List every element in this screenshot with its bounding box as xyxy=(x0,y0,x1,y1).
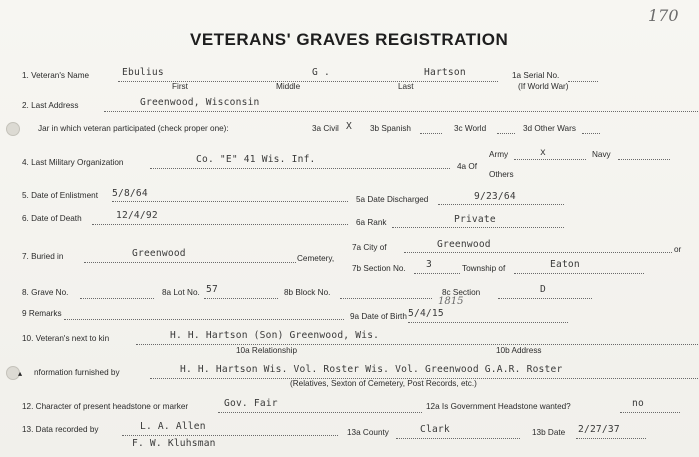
section-label: 8c Section xyxy=(442,288,481,297)
first-sublabel: First xyxy=(172,82,188,91)
grave-no-label: 8. Grave No. xyxy=(22,288,69,297)
military-org-value: Co. "E" 41 Wis. Inf. xyxy=(196,154,316,165)
township-label: Township of xyxy=(462,264,506,273)
record-date-label: 13b Date xyxy=(532,428,566,437)
headstone-label: 12. Character of present headstone or marker xyxy=(22,402,189,411)
buried-label: 7. Buried in xyxy=(22,252,64,261)
serial-label: 1a Serial No. xyxy=(512,71,560,80)
last-address-label: 2. Last Address xyxy=(22,101,79,110)
next-of-kin-label: 10. Veteran's next to kin xyxy=(22,334,110,343)
serial-note: (If World War) xyxy=(518,82,569,91)
section-no-label: 7b Section No. xyxy=(352,264,406,273)
form-title: VETERANS' GRAVES REGISTRATION xyxy=(190,30,509,49)
middle-sublabel: Middle xyxy=(276,82,301,91)
lot-label: 8a Lot No. xyxy=(162,288,200,297)
enlistment-value: 5/8/64 xyxy=(112,188,148,199)
remarks-label: 9 Remarks xyxy=(22,309,62,318)
discharged-value: 9/23/64 xyxy=(474,191,516,202)
section-value: D xyxy=(540,284,546,295)
veteran-name-label: 1. Veteran's Name xyxy=(22,71,90,80)
address-sublabel: 10b Address xyxy=(496,346,542,355)
second-recorder: F. W. Kluhsman xyxy=(132,438,216,449)
county-value: Clark xyxy=(420,424,450,435)
county-label: 13a County xyxy=(347,428,389,437)
last-name-value: Hartson xyxy=(424,67,466,78)
city-value: Greenwood xyxy=(437,239,491,250)
army-label: Army xyxy=(489,150,509,159)
township-value: Eaton xyxy=(550,259,580,270)
birth-label: 9a Date of Birth xyxy=(350,312,407,321)
navy-label: Navy xyxy=(592,150,611,159)
spanish-label: 3b Spanish xyxy=(370,124,411,133)
death-label: 6. Date of Death xyxy=(22,214,82,223)
enlistment-label: 5. Date of Enlistment xyxy=(22,191,98,200)
info-furnished-label: nformation furnished by xyxy=(34,368,120,377)
first-name-value: Ebulius xyxy=(122,67,164,78)
death-value: 12/4/92 xyxy=(116,210,158,221)
lot-value: 57 xyxy=(206,284,218,295)
of-label: 4a Of xyxy=(457,162,478,171)
section-no-value: 3 xyxy=(426,259,432,270)
birth-value: 5/4/15 xyxy=(408,308,444,319)
rank-label: 6a Rank xyxy=(356,218,387,227)
buried-value: Greenwood xyxy=(132,248,186,259)
city-label: 7a City of xyxy=(352,243,387,252)
army-mark: x xyxy=(540,147,546,158)
record-date-value: 2/27/37 xyxy=(578,424,620,435)
rank-value: Private xyxy=(454,214,496,225)
punch-hole xyxy=(6,122,20,136)
war-label: Jar in which veteran participated (check proper one): xyxy=(38,124,229,133)
birth-note: 1815 xyxy=(438,296,464,307)
relationship-sublabel: 10a Relationship xyxy=(236,346,297,355)
or-label: or xyxy=(674,245,682,254)
info-furnished-value: H. H. Hartson Wis. Vol. Roster Wis. Vol. Greenwood G.A.R. Roster xyxy=(180,364,563,375)
other-wars-label: 3d Other Wars xyxy=(523,124,576,133)
next-of-kin-value: H. H. Hartson (Son) Greenwood, Wis. xyxy=(170,330,380,341)
discharged-label: 5a Date Discharged xyxy=(356,195,429,204)
military-org-label: 4. Last Military Organization xyxy=(22,158,124,167)
info-prefix: ▴ xyxy=(18,369,23,378)
corner-number: 170 xyxy=(648,6,679,25)
govt-headstone-value: no xyxy=(632,398,644,409)
govt-headstone-label: 12a Is Government Headstone wanted? xyxy=(426,402,571,411)
headstone-value: Gov. Fair xyxy=(224,398,278,409)
last-sublabel: Last xyxy=(398,82,414,91)
civil-mark: X xyxy=(346,121,352,132)
civil-label: 3a Civil xyxy=(312,124,339,133)
last-address-value: Greenwood, Wisconsin xyxy=(140,97,260,108)
cemetery-label: Cemetery, xyxy=(297,254,335,263)
others-label: Others xyxy=(489,170,514,179)
middle-name-value: G . xyxy=(312,67,330,78)
world-label: 3c World xyxy=(454,124,487,133)
recorded-by-label: 13. Data recorded by xyxy=(22,425,99,434)
block-label: 8b Block No. xyxy=(284,288,331,297)
recorded-by-value: L. A. Allen xyxy=(140,421,206,432)
info-furnished-note: (Relatives, Sexton of Cemetery, Post Records, etc.) xyxy=(290,379,477,388)
